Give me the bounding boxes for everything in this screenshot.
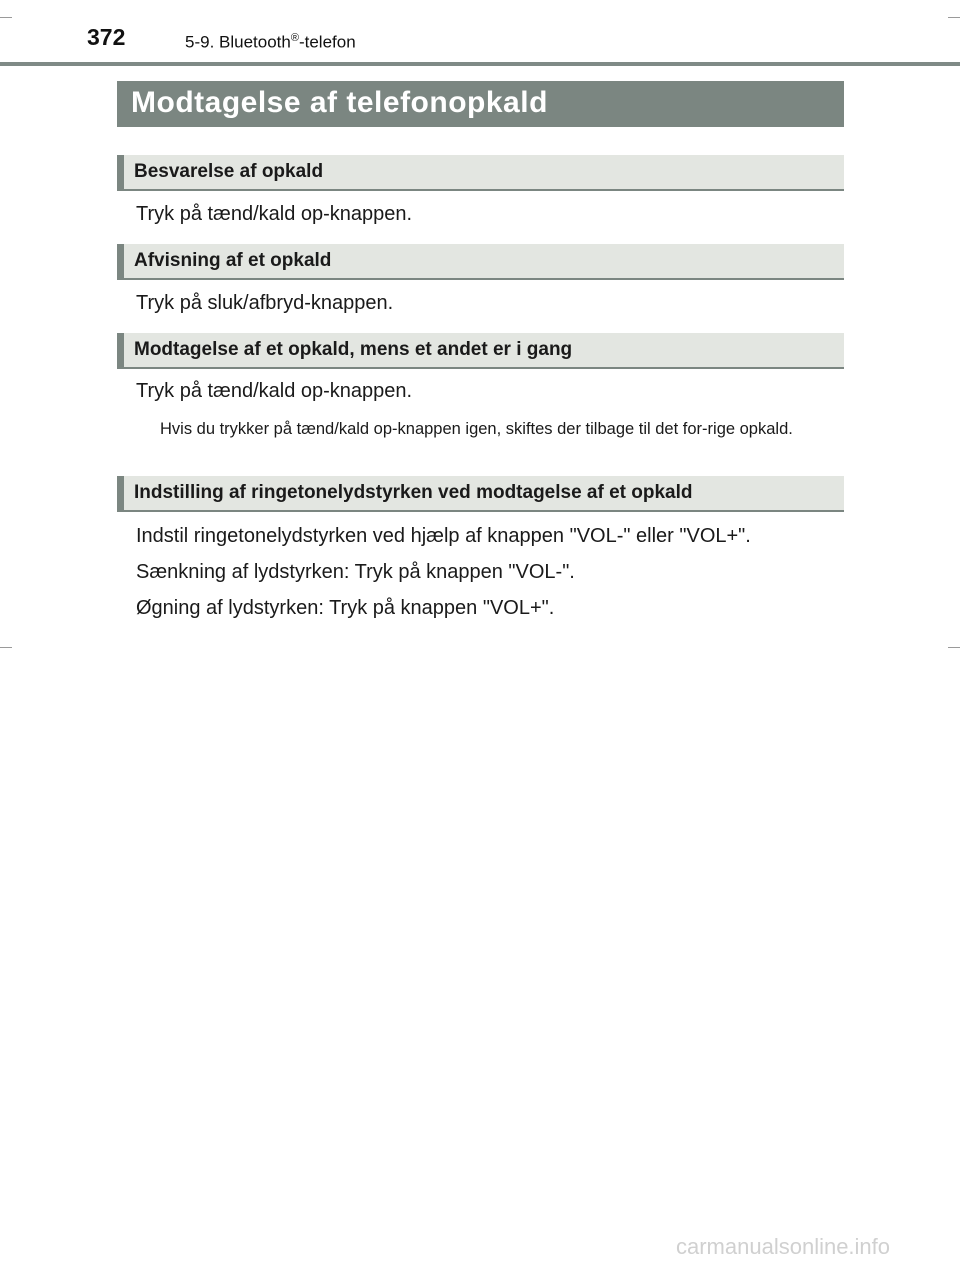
body-paragraph: Indstil ringetonelydstyrken ved hjælp af knappen "VOL-" eller "VOL+".	[136, 525, 751, 547]
registered-mark: ®	[290, 32, 299, 44]
subheading-bar	[117, 155, 124, 189]
header-rule	[0, 62, 960, 66]
body-paragraph: Tryk på sluk/afbryd-knappen.	[136, 292, 394, 314]
subheading-text: Besvarelse af opkald	[134, 161, 324, 182]
body-paragraph: Sænkning af lydstyrken: Tryk på knappen "VOL-".	[136, 561, 575, 583]
subheading-bar	[117, 244, 124, 278]
watermark: carmanualsonline.info	[676, 1234, 891, 1259]
subheading-answer-call	[117, 155, 844, 191]
subheading-text: Modtagelse af et opkald, mens et andet er i gang	[134, 339, 573, 360]
note-text: Hvis du trykker på tænd/kald op-knappen igen, skiftes der tilbage til det for-rige opkald.	[160, 420, 793, 438]
body-paragraph: Tryk på tænd/kald op-knappen.	[136, 203, 413, 225]
subheading-reject-call	[117, 244, 844, 280]
section-path	[185, 32, 356, 53]
page-header	[0, 0, 960, 66]
subheading-ringtone-volume	[117, 476, 844, 512]
subheading-text: Indstilling af ringetonelydstyrken ved modtagelse af et opkald	[134, 482, 693, 503]
subheading-call-waiting	[117, 333, 844, 369]
subheading-text: Afvisning af et opkald	[134, 250, 332, 271]
subheading-bar	[117, 333, 124, 367]
section-prefix: 5-9. Bluetooth	[185, 32, 291, 52]
section-suffix: -telefon	[298, 32, 356, 52]
page-title: Modtagelse af telefonopkald	[117, 81, 844, 127]
body-paragraph: Øgning af lydstyrken: Tryk på knappen "VOL+".	[136, 597, 555, 619]
body-paragraph: Tryk på tænd/kald op-knappen.	[136, 380, 413, 402]
page-number: 372	[87, 24, 126, 50]
crop-mark	[948, 647, 960, 648]
subheading-bar	[117, 476, 124, 510]
crop-mark	[0, 647, 12, 648]
